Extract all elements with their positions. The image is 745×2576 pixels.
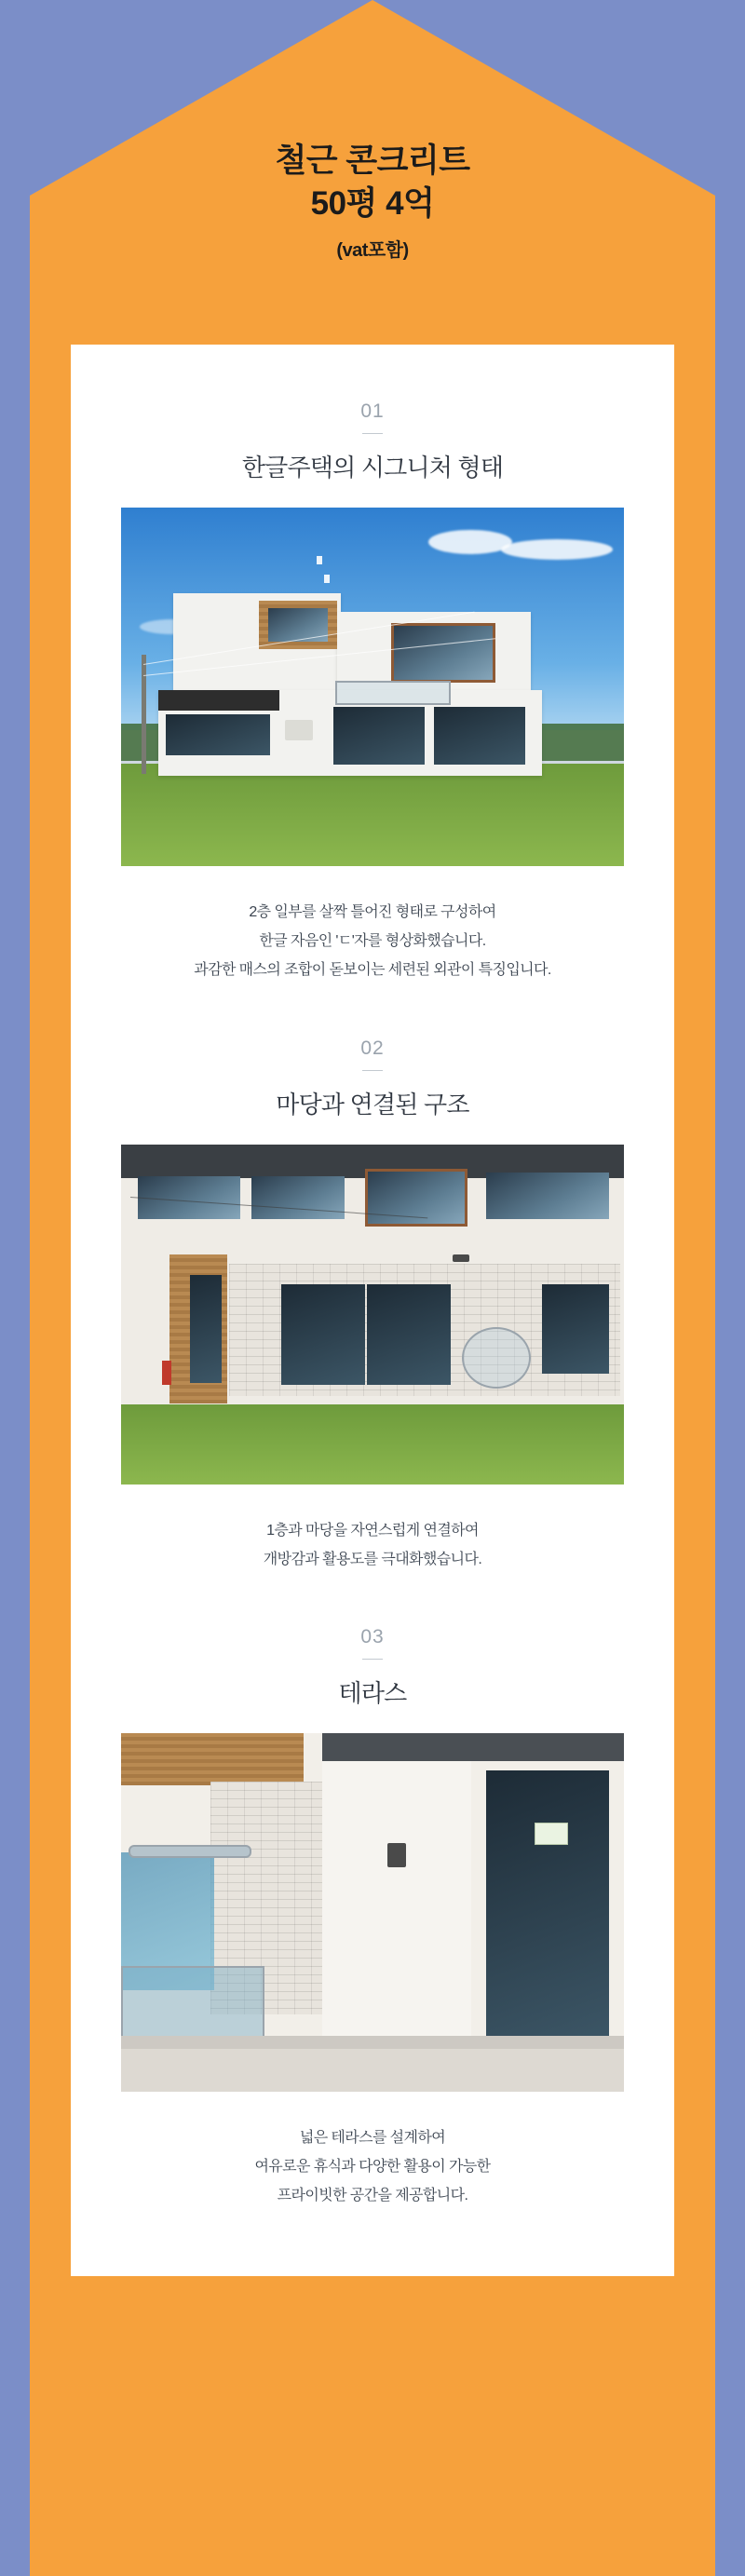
living-room-slider-left — [281, 1284, 365, 1385]
fire-extinguisher — [162, 1361, 171, 1385]
exterior-wall-light — [453, 1254, 469, 1262]
living-room-slider-right — [367, 1284, 451, 1385]
section-02-number: 02 — [360, 1037, 385, 1059]
section-01-caption — [121, 898, 624, 985]
section-02-divider — [362, 1070, 383, 1071]
terrace-ceiling-soffit — [121, 1733, 304, 1785]
caption-line: 개방감과 활용도를 극대화했습니다. — [263, 1551, 482, 1567]
page-title — [0, 140, 745, 262]
section-03-photo — [121, 1733, 624, 2092]
upper-window-left — [138, 1176, 240, 1219]
section-02-caption — [121, 1516, 624, 1574]
section-01 — [71, 345, 674, 985]
cloud-icon — [501, 539, 613, 560]
title-line-1: 철근 콘크리트 — [275, 142, 470, 179]
caption-line: 1층과 마당을 자연스럽게 연결하여 — [266, 1522, 479, 1539]
terrace-glass-balustrade — [121, 1966, 264, 2039]
lower-right-window — [434, 707, 525, 765]
section-03-divider — [362, 1659, 383, 1660]
lawn — [121, 1404, 624, 1485]
utility-pole — [142, 655, 146, 774]
content-card — [71, 345, 674, 2276]
section-01-title: 한글주택의 시그니처 형태 — [241, 454, 504, 481]
entry-dark-band — [158, 690, 279, 711]
entry-door — [190, 1275, 222, 1383]
section-01-photo — [121, 508, 624, 866]
caption-line: 과감한 매스의 조합이 돋보이는 세련된 외관이 특징입니다. — [194, 962, 551, 979]
section-02 — [71, 985, 674, 1574]
balcony-railing — [335, 681, 451, 705]
section-01-divider — [362, 433, 383, 434]
upper-right-window — [391, 623, 495, 683]
cloud-icon — [428, 530, 512, 554]
section-02-photo — [121, 1145, 624, 1485]
terrace-main-wall — [322, 1733, 471, 2040]
terrace-eave — [322, 1733, 624, 1761]
section-03-title: 테라스 — [338, 1678, 407, 1707]
side-window — [542, 1284, 609, 1374]
caption-line: 한글 자음인 'ㄷ'자를 형상화했습니다. — [259, 933, 486, 950]
caption-line: 프라이빗한 공간을 제공합니다. — [277, 2188, 468, 2204]
lower-left-window — [166, 714, 270, 755]
pennant-flag — [317, 556, 322, 564]
lawn — [121, 764, 624, 866]
ac-unit — [285, 720, 313, 740]
caption-line: 여유로운 휴식과 다양한 활용이 가능한 — [254, 2159, 491, 2176]
stair-handrail — [129, 1845, 251, 1858]
lower-center-window — [333, 707, 425, 765]
section-03-caption — [121, 2123, 624, 2211]
upper-window-center — [251, 1176, 345, 1219]
terrace-wall-lamp — [387, 1843, 406, 1867]
terrace-notice-sign — [535, 1823, 568, 1845]
title-subtext: (vat포함) — [336, 240, 409, 262]
caption-line: 2층 일부를 살짝 틀어진 형태로 구성하여 — [249, 904, 496, 920]
section-02-title: 마당과 연결된 구조 — [276, 1090, 469, 1119]
terrace-floor-shadow — [121, 2036, 624, 2049]
terrace-sliding-door — [486, 1770, 609, 2042]
bicycle-rack — [462, 1327, 531, 1389]
section-03-number: 03 — [360, 1625, 385, 1647]
pennant-flag — [324, 575, 330, 583]
title-line-2: 50평 4억 — [310, 185, 435, 223]
section-03 — [71, 1574, 674, 2211]
caption-line: 넓은 테라스를 설계하여 — [299, 2129, 446, 2146]
upper-window-far-right — [486, 1173, 609, 1219]
section-01-number: 01 — [360, 400, 385, 422]
